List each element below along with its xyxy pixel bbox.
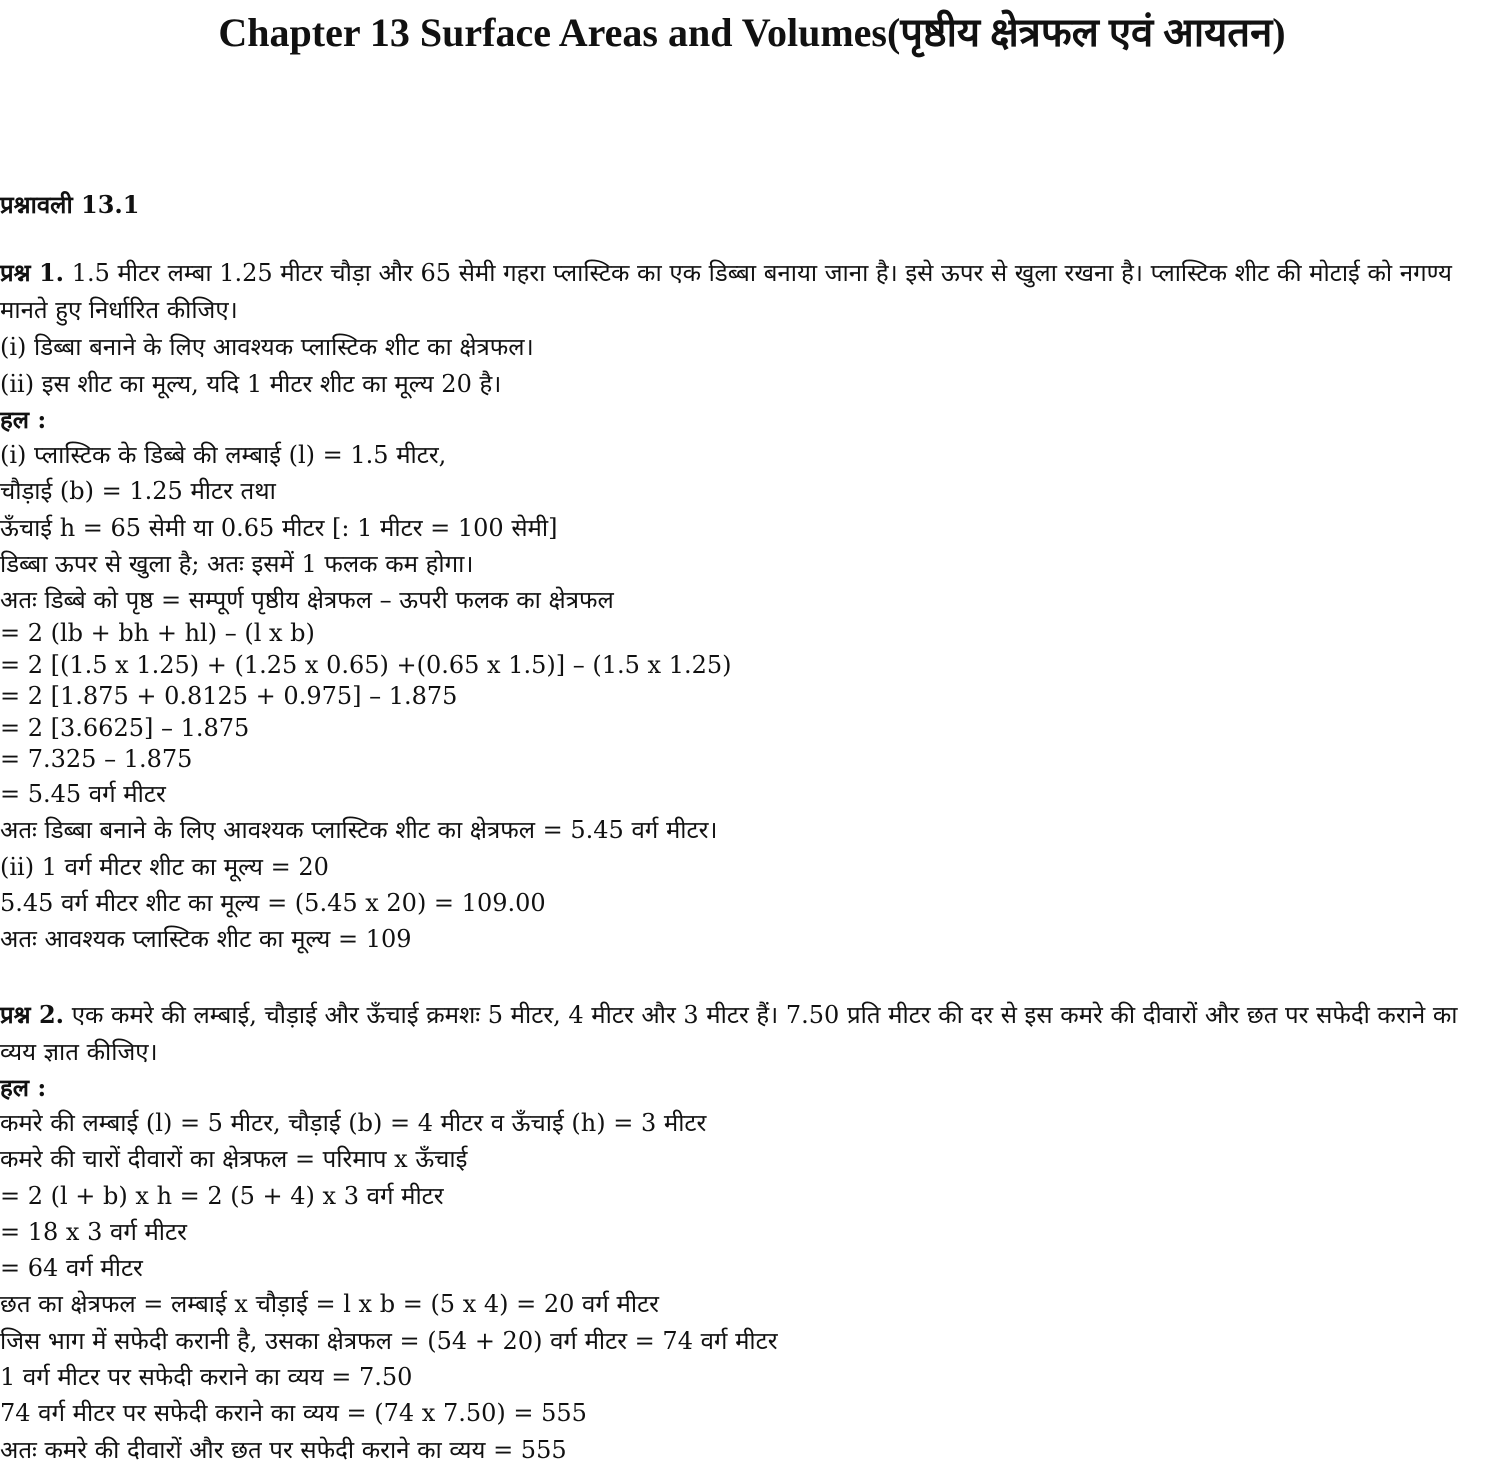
question-1-text <box>0 254 1500 329</box>
solution-step: 74 वर्ग मीटर पर सफेदी कराने का व्यय = (74 x 7.50) = 555 <box>0 1399 587 1428</box>
solution-step: = 2 (l + b) x h = 2 (5 + 4) x 3 वर्ग मीटर <box>0 1181 444 1210</box>
solution-step: = 2 [3.6625] – 1.875 <box>0 713 250 742</box>
solution-step: = 64 वर्ग मीटर <box>0 1254 143 1283</box>
solution-step: 1 वर्ग मीटर पर सफेदी कराने का व्यय = 7.50 <box>0 1363 413 1392</box>
solution-step: अतः डिब्बे को पृष्ठ = सम्पूर्ण पृष्ठीय क्षेत्रफल – ऊपरी फलक का क्षेत्रफल <box>0 586 614 615</box>
solution-step: कमरे की चारों दीवारों का क्षेत्रफल = परिमाप x ऊँचाई <box>0 1145 468 1174</box>
solution-step: अतः डिब्बा बनाने के लिए आवश्यक प्लास्टिक शीट का क्षेत्रफल = 5.45 वर्ग मीटर। <box>0 816 718 845</box>
page-title: Chapter 13 Surface Areas and Volumes(पृष्ठीय क्षेत्रफल एवं आयतन) <box>218 10 1286 55</box>
solution-step: = 2 [(1.5 x 1.25) + (1.25 x 0.65) +(0.65 x 1.5)] – (1.5 x 1.25) <box>0 650 732 679</box>
solution-label: हल : <box>0 405 47 434</box>
solution-step: (i) प्लास्टिक के डिब्बे की लम्बाई (l) = 1.5 मीटर, <box>0 441 447 469</box>
solution-step: चौड़ाई (b) = 1.25 मीटर तथा <box>0 477 276 506</box>
solution-step: (ii) 1 वर्ग मीटर शीट का मूल्य = 20 <box>0 852 329 881</box>
solution-step: = 7.325 – 1.875 <box>0 745 193 774</box>
question-1-block <box>0 254 1500 957</box>
question-2-body: एक कमरे की लम्बाई, चौड़ाई और ऊँचाई क्रमशः 5 मीटर, 4 मीटर और 3 मीटर हैं। 7.50 प्रति मीटर की दर से इस कमरे की दीवारों और छत पर सफेदी कराने का व्यय ज्ञात कीजिए। <box>0 1001 1458 1066</box>
solution-step: अतः आवश्यक प्लास्टिक शीट का मूल्य = 109 <box>0 925 412 954</box>
solution-step: 5.45 वर्ग मीटर शीट का मूल्य = (5.45 x 20) = 109.00 <box>0 888 546 917</box>
solution-step: अतः कमरे की दीवारों और छत पर सफेदी कराने का व्यय = 555 <box>0 1435 567 1464</box>
question-2-text <box>0 996 1500 1071</box>
question-1-body: 1.5 मीटर लम्बा 1.25 मीटर चौड़ा और 65 सेमी गहरा प्लास्टिक का एक डिब्बा बनाया जाना है। इसे ऊपर से खुला रखना है। प्लास्टिक शीट की मोटाई को नगण्य मानते हुए निर्धारित कीजिए। <box>0 259 1452 324</box>
question-1-label: प्रश्न 1. <box>0 258 65 287</box>
solution-step: डिब्बा ऊपर से खुला है; अतः इसमें 1 फलक कम होगा। <box>0 549 474 578</box>
solution-step: = 2 [1.875 + 0.8125 + 0.975] – 1.875 <box>0 682 458 711</box>
exercise-heading: प्रश्नावली 13.1 <box>0 190 140 219</box>
solution-step: = 18 x 3 वर्ग मीटर <box>0 1217 187 1246</box>
solution-step: = 2 (lb + bh + hl) – (l x b) <box>0 619 315 648</box>
question-2-label: प्रश्न 2. <box>0 1000 65 1029</box>
question-1-part-ii: (ii) इस शीट का मूल्य, यदि 1 मीटर शीट का मूल्य 20 है। <box>0 370 502 398</box>
solution-step: जिस भाग में सफेदी करानी है, उसका क्षेत्रफल = (54 + 20) वर्ग मीटर = 74 वर्ग मीटर <box>0 1326 778 1355</box>
solution-step: = 5.45 वर्ग मीटर <box>0 779 166 808</box>
solution-step: कमरे की लम्बाई (l) = 5 मीटर, चौड़ाई (b) = 4 मीटर व ऊँचाई (h) = 3 मीटर <box>0 1109 707 1137</box>
solution-label: हल : <box>0 1073 47 1102</box>
solution-step: छत का क्षेत्रफल = लम्बाई x चौड़ाई = l x b = (5 x 4) = 20 वर्ग मीटर <box>0 1290 659 1319</box>
solution-step: ऊँचाई h = 65 सेमी या 0.65 मीटर [: 1 मीटर = 100 सेमी] <box>0 513 558 542</box>
question-1-part-i: (i) डिब्बा बनाने के लिए आवश्यक प्लास्टिक शीट का क्षेत्रफल। <box>0 333 534 361</box>
question-2-block <box>0 996 1500 1468</box>
